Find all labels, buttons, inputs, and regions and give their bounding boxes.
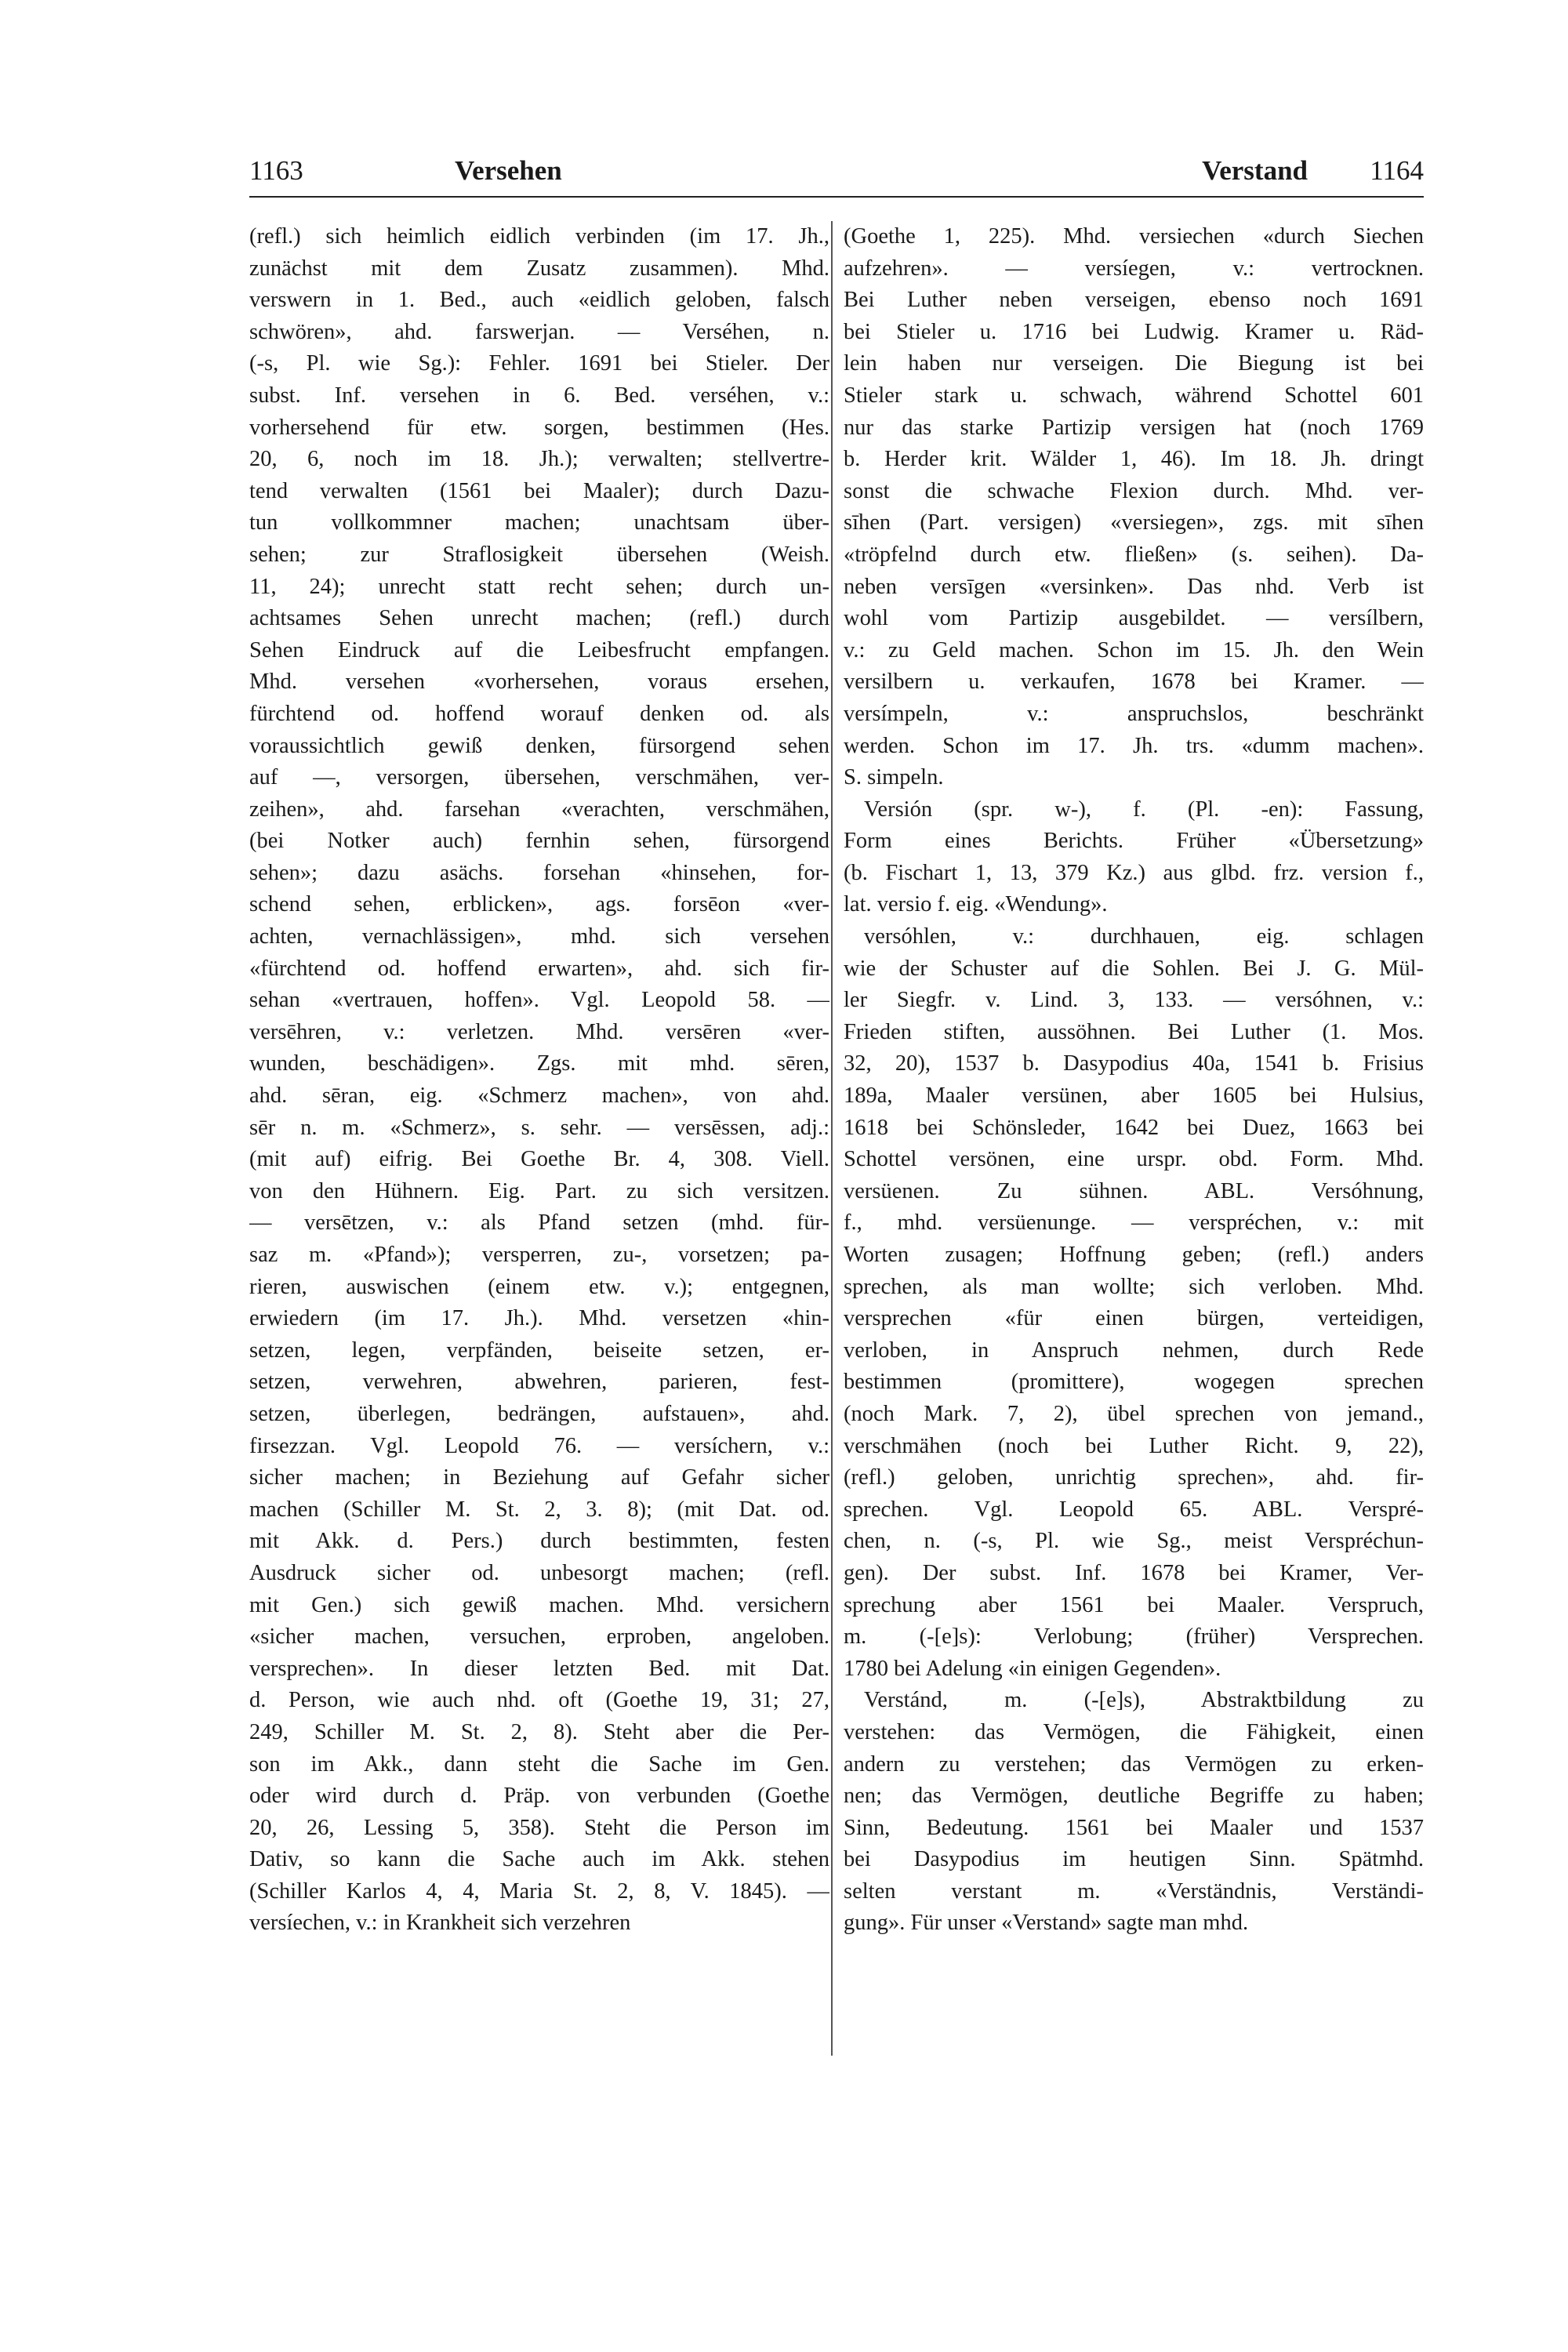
text-line: versilbern u. verkaufen, 1678 bei Kramer. — — [844, 670, 1424, 695]
text-line: b. Herder krit. Wälder 1, 46). Im 18. Jh. dringt — [844, 447, 1424, 472]
text-line: wohl vom Partizip ausgebildet. — versílbern, — [844, 606, 1424, 631]
text-line: mit Gen.) sich gewiß machen. Mhd. versichern — [249, 1592, 829, 1617]
text-line: machen (Schiller M. St. 2, 3. 8); (mit Dat. od. — [249, 1497, 829, 1522]
text-line: nen; das Vermögen, deutliche Begriffe zu haben; — [844, 1784, 1424, 1809]
text-line: 1780 bei Adelung «in einigen Gegenden». — [844, 1656, 1221, 1681]
text-line: 20, 6, noch im 18. Jh.); verwalten; stellvertre- — [249, 447, 829, 472]
column-divider — [831, 221, 833, 2056]
text-line: Worten zusagen; Hoffnung geben; (refl.) anders — [844, 1243, 1424, 1267]
text-line: achtsames Sehen unrecht machen; (refl.) durch — [249, 606, 829, 631]
text-line: 1618 bei Schönsleder, 1642 bei Duez, 1663 bei — [844, 1115, 1424, 1140]
text-line: setzen, legen, verpfänden, beiseite setzen, er- — [249, 1338, 829, 1363]
text-line: bei Stieler u. 1716 bei Ludwig. Kramer u. Räd- — [844, 319, 1424, 344]
text-line: sīhen (Part. versigen) «versiegen», zgs. mit sīhen — [844, 510, 1424, 535]
text-line: nur das starke Partizip versigen hat (noch 1769 — [844, 415, 1424, 440]
text-line: erwiedern (im 17. Jh.). Mhd. versetzen «hin- — [249, 1306, 829, 1331]
text-line: saz m. «Pfand»); versperren, zu-, vorsetzen; pa- — [249, 1243, 829, 1267]
text-line: sehen; zur Straflosigkeit übersehen (Weish. — [249, 542, 829, 567]
right-page-number: 1164 — [1370, 155, 1424, 186]
left-page-number: 1163 — [249, 155, 303, 186]
text-line: wie der Schuster auf die Sohlen. Bei J. G. Mül- — [844, 956, 1424, 981]
text-line: versprechen «für einen bürgen, verteidigen, — [844, 1306, 1424, 1331]
text-line: sicher machen; in Beziehung auf Gefahr sicher — [249, 1465, 829, 1490]
text-line: bei Dasypodius im heutigen Sinn. Spätmhd. — [844, 1847, 1424, 1872]
text-line: versprechen». In dieser letzten Bed. mit Dat. — [249, 1656, 829, 1681]
text-line: m. (-[e]s): Verlobung; (früher) Versprechen. — [844, 1624, 1424, 1650]
text-line: Ausdruck sicher od. unbesorgt machen; (refl. — [249, 1560, 829, 1585]
text-line: versóhlen, v.: durchhauen, eig. schlagen — [864, 924, 1424, 949]
text-line: chen, n. (-s, Pl. wie Sg., meist Verspréchun- — [844, 1529, 1424, 1554]
text-line: 20, 26, Lessing 5, 358). Steht die Person im — [249, 1815, 829, 1840]
text-line: von den Hühnern. Eig. Part. zu sich versitzen. — [249, 1178, 829, 1203]
text-line: neben versīgen «versinken». Das nhd. Verb ist — [844, 574, 1424, 599]
text-line: (mit auf) eifrig. Bei Goethe Br. 4, 308. Viell. — [249, 1147, 829, 1172]
text-line: f., mhd. versüenunge. — verspréchen, v.: mit — [844, 1210, 1424, 1236]
text-line: versüenen. Zu sühnen. ABL. Versóhnung, — [844, 1178, 1424, 1203]
text-line: sehan «vertrauen, hoffen». Vgl. Leopold 58. — — [249, 988, 829, 1013]
text-line: (bei Notker auch) fernhin sehen, fürsorgend — [249, 829, 829, 854]
text-line: 189a, Maaler versünen, aber 1605 bei Hulsius, — [844, 1083, 1424, 1109]
text-line: setzen, überlegen, bedrängen, aufstauen», ahd. — [249, 1401, 829, 1426]
text-line: (b. Fischart 1, 13, 379 Kz.) aus glbd. frz. version f., — [844, 860, 1424, 885]
text-line: verloben, in Anspruch nehmen, durch Rede — [844, 1338, 1424, 1363]
text-line: Stieler stark u. schwach, während Schottel 601 — [844, 383, 1424, 408]
right-running-word: Verstand — [1202, 155, 1308, 186]
text-line: versíechen, v.: in Krankheit sich verzehren — [249, 1911, 631, 1936]
text-line: verschmähen (noch bei Luther Richt. 9, 22), — [844, 1433, 1424, 1458]
text-line: auf —, versorgen, übersehen, verschmähen, ver- — [249, 765, 829, 790]
text-line: — versētzen, v.: als Pfand setzen (mhd. für- — [249, 1210, 829, 1236]
text-line: zunächst mit dem Zusatz zusammen). Mhd. — [249, 256, 829, 281]
text-line: «fürchtend od. hoffend erwarten», ahd. sich fir- — [249, 956, 829, 981]
text-line: (-s, Pl. wie Sg.): Fehler. 1691 bei Stieler. Der — [249, 351, 829, 376]
text-line: Mhd. versehen «vorhersehen, voraus ersehen, — [249, 670, 829, 695]
text-line: (Schiller Karlos 4, 4, Maria St. 2, 8, V. 1845). — — [249, 1878, 829, 1904]
text-line: bestimmen (promittere), wogegen sprechen — [844, 1370, 1424, 1395]
text-line: verswern in 1. Bed., auch «eidlich geloben, falsch — [249, 288, 829, 313]
text-line: sprechen, als man wollte; sich verloben. Mhd. — [844, 1274, 1424, 1299]
text-line: Schottel versönen, eine urspr. obd. Form. Mhd. — [844, 1147, 1424, 1172]
text-line: selten verstant m. «Verständnis, Verständi- — [844, 1878, 1424, 1904]
running-header — [249, 149, 1424, 193]
left-running-word: Versehen — [455, 155, 562, 186]
text-line: 249, Schiller M. St. 2, 8). Steht aber die Per- — [249, 1719, 829, 1744]
text-line: sēr n. m. «Schmerz», s. sehr. — versēssen, adj.: — [249, 1115, 829, 1140]
text-line: ahd. sēran, eig. «Schmerz machen», von ahd. — [249, 1083, 829, 1109]
text-line: (Goethe 1, 225). Mhd. versiechen «durch Siechen — [844, 224, 1424, 249]
text-line: vorhersehend für etw. sorgen, bestimmen (Hes. — [249, 415, 829, 440]
text-line: ler Siegfr. v. Lind. 3, 133. — versóhnen, v.: — [844, 988, 1424, 1013]
text-line: achten, vernachlässigen», mhd. sich versehen — [249, 924, 829, 949]
text-line: versēhren, v.: verletzen. Mhd. versēren «ver- — [249, 1019, 829, 1044]
text-line: Sinn, Bedeutung. 1561 bei Maaler und 1537 — [844, 1815, 1424, 1840]
text-line: «tröpfelnd durch etw. fließen» (s. seihen). Da- — [844, 542, 1424, 567]
text-line: schwören», ahd. farswerjan. — Verséhen, n. — [249, 319, 829, 344]
text-line: (refl.) geloben, unrichtig sprechen», ahd. fir- — [844, 1465, 1424, 1490]
text-line: 11, 24); unrecht statt recht sehen; durch un- — [249, 574, 829, 599]
text-line: Form eines Berichts. Früher «Übersetzung» — [844, 829, 1424, 854]
header-rule — [249, 196, 1424, 198]
text-line: lat. versio f. eig. «Wendung». — [844, 892, 1108, 917]
text-line: voraussichtlich gewiß denken, fürsorgend sehen — [249, 733, 829, 758]
text-line: rieren, auswischen (einem etw. v.); entgegnen, — [249, 1274, 829, 1299]
text-line: tun vollkommner machen; unachtsam über- — [249, 510, 829, 535]
text-line: versímpeln, v.: anspruchslos, beschränkt — [844, 701, 1424, 726]
text-line: werden. Schon im 17. Jh. trs. «dumm machen». — [844, 733, 1424, 758]
text-line: gung». Für unser «Verstand» sagte man mhd. — [844, 1911, 1249, 1936]
text-line: fürchtend od. hoffend worauf denken od. als — [249, 701, 829, 726]
text-line: son im Akk., dann steht die Sache im Gen. — [249, 1751, 829, 1777]
text-line: aufzehren». — versíegen, v.: vertrocknen. — [844, 256, 1424, 281]
left-column — [249, 221, 829, 1940]
text-line: S. simpeln. — [844, 765, 944, 790]
text-line: wunden, beschädigen». Zgs. mit mhd. sēren, — [249, 1051, 829, 1076]
text-line: sonst die schwache Flexion durch. Mhd. ver- — [844, 478, 1424, 503]
text-line: firsezzan. Vgl. Leopold 76. — versíchern, v.: — [249, 1433, 829, 1458]
text-line: setzen, verwehren, abwehren, parieren, fest- — [249, 1370, 829, 1395]
text-line: (noch Mark. 7, 2), übel sprechen von jemand., — [844, 1401, 1424, 1426]
text-line: Dativ, so kann die Sache auch im Akk. stehen — [249, 1847, 829, 1872]
text-line: schend sehen, erblicken», ags. forsēon «ver- — [249, 892, 829, 917]
text-line: Bei Luther neben verseigen, ebenso noch 1691 — [844, 288, 1424, 313]
text-line: verstehen: das Vermögen, die Fähigkeit, einen — [844, 1719, 1424, 1744]
text-line: sprechung aber 1561 bei Maaler. Verspruch, — [844, 1592, 1424, 1617]
text-line: Frieden stiften, aussöhnen. Bei Luther (1. Mos. — [844, 1019, 1424, 1044]
text-line: sehen»; dazu asächs. forsehan «hinsehen, for- — [249, 860, 829, 885]
text-line: lein haben nur verseigen. Die Biegung ist bei — [844, 351, 1424, 376]
text-line: d. Person, wie auch nhd. oft (Goethe 19, 31; 27, — [249, 1688, 829, 1713]
text-line: zeihen», ahd. farsehan «verachten, verschmähen, — [249, 797, 829, 822]
right-column — [844, 221, 1424, 1940]
text-line: Verstánd, m. (-[e]s), Abstraktbildung zu — [864, 1688, 1424, 1713]
text-line: «sicher machen, versuchen, erproben, angeloben. — [249, 1624, 829, 1650]
text-line: (refl.) sich heimlich eidlich verbinden (im 17. Jh., — [249, 224, 829, 249]
text-line: tend verwalten (1561 bei Maaler); durch Dazu- — [249, 478, 829, 503]
text-line: Sehen Eindruck auf die Leibesfrucht empfangen. — [249, 637, 829, 662]
text-line: v.: zu Geld machen. Schon im 15. Jh. den Wein — [844, 637, 1424, 662]
text-line: 32, 20), 1537 b. Dasypodius 40a, 1541 b. Frisius — [844, 1051, 1424, 1076]
text-line: Versión (spr. w-), f. (Pl. -en): Fassung, — [864, 797, 1424, 822]
text-line: andern zu verstehen; das Vermögen zu erken- — [844, 1751, 1424, 1777]
text-line: mit Akk. d. Pers.) durch bestimmten, festen — [249, 1529, 829, 1554]
text-line: subst. Inf. versehen in 6. Bed. verséhen, v.: — [249, 383, 829, 408]
text-line: sprechen. Vgl. Leopold 65. ABL. Verspré- — [844, 1497, 1424, 1522]
text-line: gen). Der subst. Inf. 1678 bei Kramer, Ver- — [844, 1560, 1424, 1585]
text-line: oder wird durch d. Präp. von verbunden (Goethe — [249, 1784, 829, 1809]
